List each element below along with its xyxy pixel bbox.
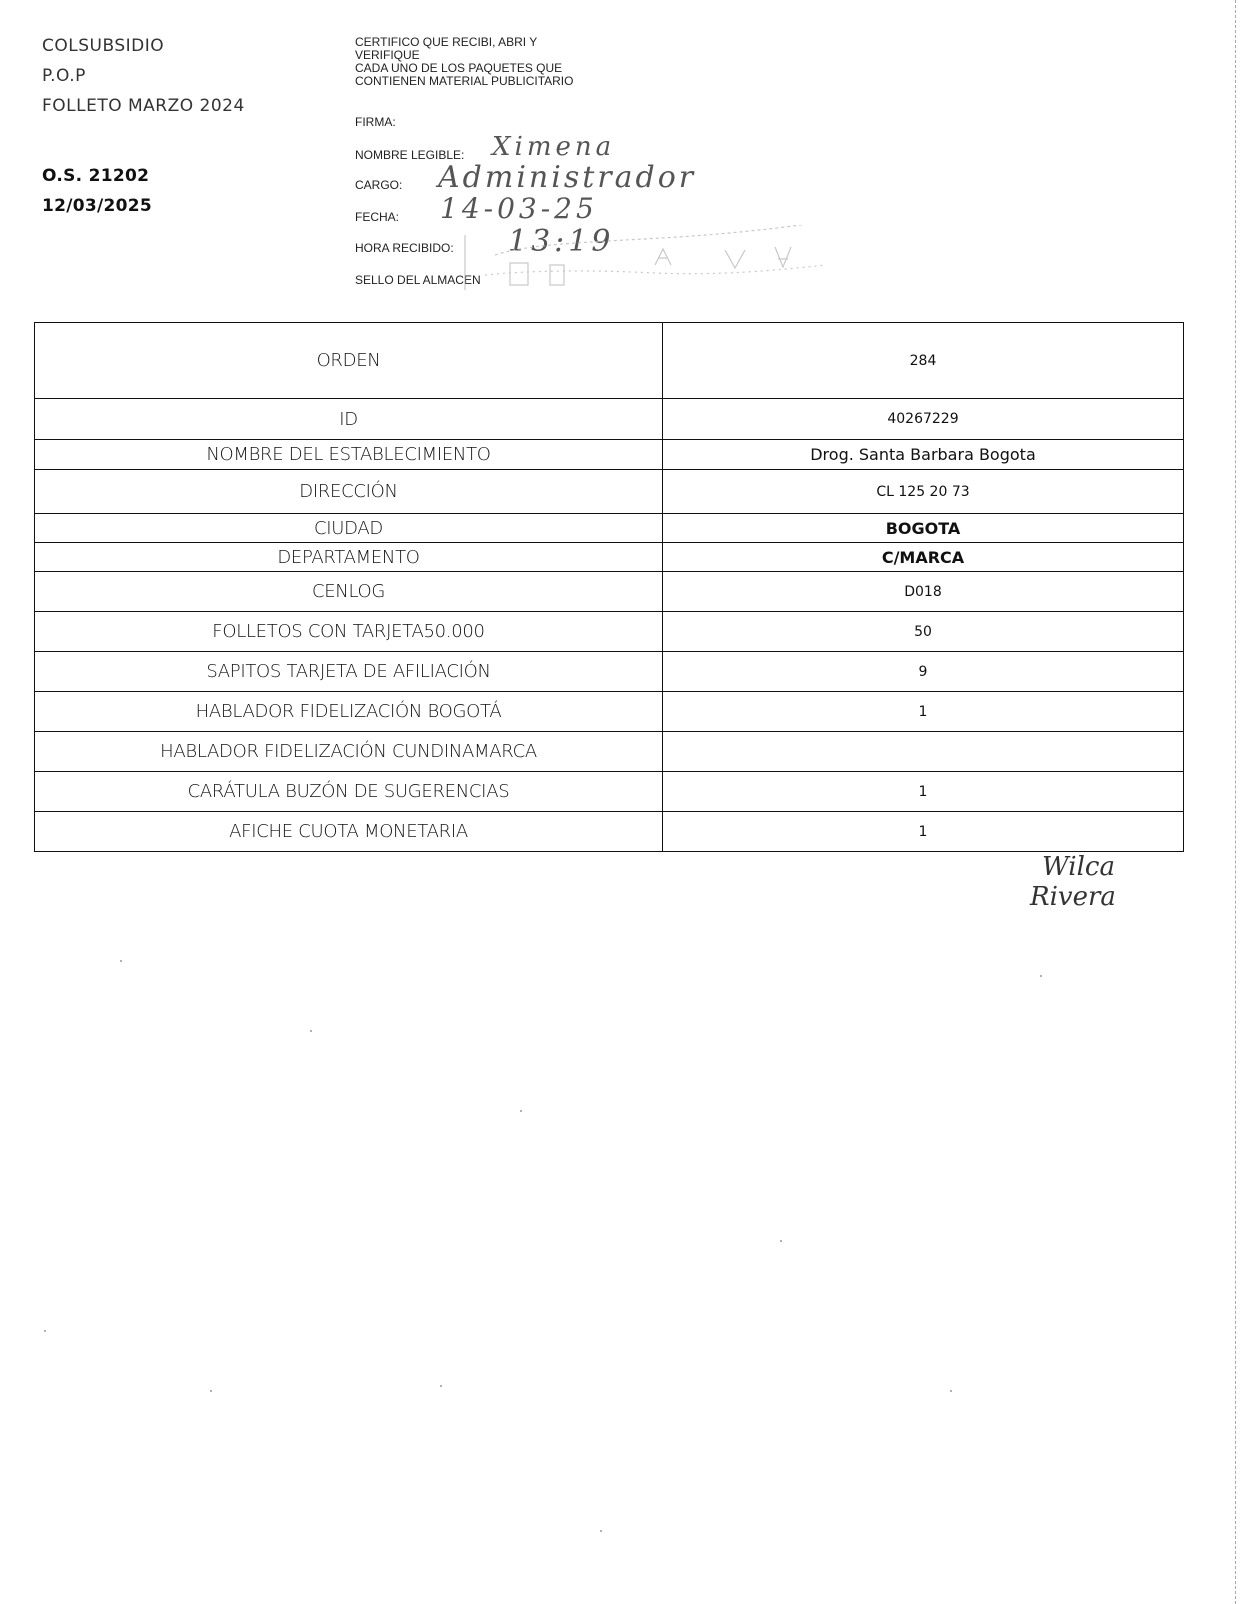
scan-speck (950, 1390, 952, 1392)
row-value-id: 40267229 (663, 399, 1184, 440)
row-value-hablador-bogota: 1 (663, 692, 1184, 732)
scan-speck (780, 1240, 782, 1242)
table-row (35, 692, 1184, 732)
cert-line: CONTIENEN MATERIAL PUBLICITARIO (355, 74, 574, 88)
row-value-caratula: 1 (663, 772, 1184, 812)
row-label-caratula: CARÁTULA BUZÓN DE SUGERENCIAS (35, 772, 663, 812)
store-stamp-icon (455, 225, 835, 295)
handwritten-note-line: Rivera (1030, 882, 1116, 912)
hora-handwritten: 13:19 (508, 224, 615, 259)
cert-line: CADA UNO DE LOS PAQUETES QUE (355, 61, 563, 75)
row-label-folletos: FOLLETOS CON TARJETA50.000 (35, 612, 663, 652)
scan-edge (1233, 0, 1236, 1604)
cert-line: CERTIFICO QUE RECIBI, ABRI Y (355, 35, 538, 49)
row-value-afiche: 1 (663, 812, 1184, 852)
row-label-cenlog: CENLOG (35, 572, 663, 612)
handwritten-note (1030, 852, 1116, 912)
table-row (35, 440, 1184, 470)
handwritten-note-line: Wilca (1042, 852, 1115, 882)
row-value-direccion: CL 125 20 73 (663, 470, 1184, 514)
row-value-folletos: 50 (663, 612, 1184, 652)
row-label-orden: ORDEN (35, 323, 663, 399)
sello-label: SELLO DEL ALMACEN (355, 273, 481, 287)
table-row (35, 612, 1184, 652)
order-service-block (42, 161, 152, 221)
table-row (35, 543, 1184, 572)
row-value-hablador-cundinamarca (663, 732, 1184, 772)
row-label-hablador-cundinamarca: HABLADOR FIDELIZACIÓN CUNDINAMARCA (35, 732, 663, 772)
row-value-establecimiento: Drog. Santa Barbara Bogota (663, 440, 1184, 470)
scan-speck (44, 1330, 46, 1332)
row-value-ciudad: BOGOTA (663, 514, 1184, 543)
row-value-cenlog: D018 (663, 572, 1184, 612)
row-label-direccion: DIRECCIÓN (35, 470, 663, 514)
row-label-establecimiento: NOMBRE DEL ESTABLECIMIENTO (35, 440, 663, 470)
row-value-departamento: C/MARCA (663, 543, 1184, 572)
row-value-orden: 284 (663, 323, 1184, 399)
table-row (35, 732, 1184, 772)
header-left-block (42, 31, 245, 121)
cargo-handwritten: Administrador (438, 160, 697, 195)
table-row (35, 772, 1184, 812)
scan-speck (600, 1530, 602, 1532)
folleto-label: FOLLETO MARZO 2024 (42, 96, 245, 116)
nombre-handwritten: Ximena (492, 132, 616, 162)
company-name: COLSUBSIDIO (42, 36, 165, 56)
scan-speck (120, 960, 122, 962)
table-row (35, 399, 1184, 440)
table-row (35, 572, 1184, 612)
certification-text (355, 36, 573, 88)
table-row (35, 812, 1184, 852)
row-value-sapitos: 9 (663, 652, 1184, 692)
fecha-label: FECHA: (355, 210, 400, 224)
row-label-hablador-bogota: HABLADOR FIDELIZACIÓN BOGOTÁ (35, 692, 663, 732)
table-row (35, 652, 1184, 692)
cargo-label: CARGO: (355, 178, 403, 192)
scan-speck (1040, 975, 1042, 977)
table-row (35, 514, 1184, 543)
fecha-handwritten: 14-03-25 (440, 192, 598, 225)
firma-label: FIRMA: (355, 115, 396, 129)
delivery-table (34, 322, 1184, 852)
row-label-departamento: DEPARTAMENTO (35, 543, 663, 572)
scan-speck (520, 1110, 522, 1112)
scan-speck (310, 1030, 312, 1032)
hora-label: HORA RECIBIDO: (355, 241, 454, 255)
row-label-ciudad: CIUDAD (35, 514, 663, 543)
row-label-sapitos: SAPITOS TARJETA DE AFILIACIÓN (35, 652, 663, 692)
pop-label: P.O.P (42, 66, 86, 86)
nombre-label: NOMBRE LEGIBLE: (355, 148, 465, 162)
table-row (35, 323, 1184, 399)
scan-speck (210, 1390, 212, 1392)
row-label-afiche: AFICHE CUOTA MONETARIA (35, 812, 663, 852)
row-label-id: ID (35, 399, 663, 440)
table-row (35, 470, 1184, 514)
os-date: 12/03/2025 (42, 196, 153, 216)
os-number: O.S. 21202 (42, 166, 150, 186)
scan-speck (440, 1385, 442, 1387)
cert-line: VERIFIQUE (355, 48, 420, 62)
